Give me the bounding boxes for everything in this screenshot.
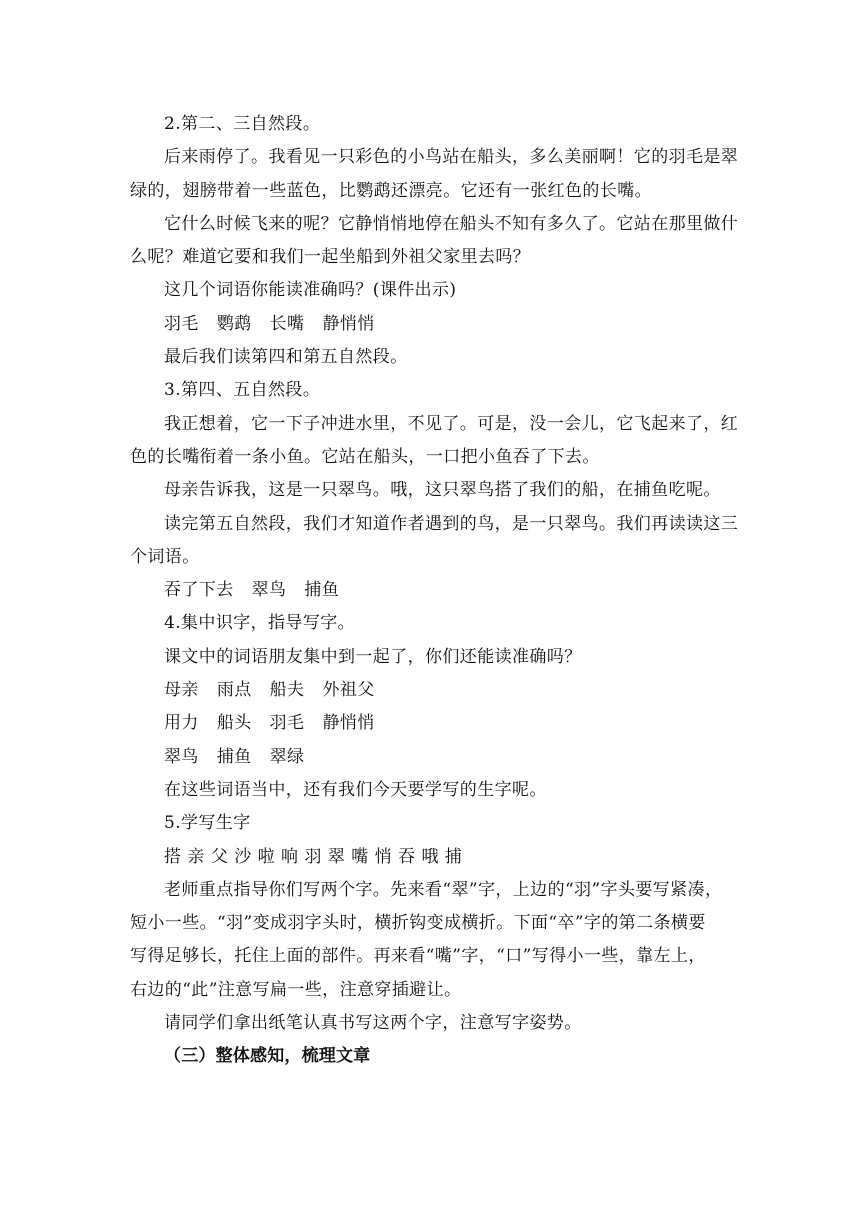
paragraph-5-text: 母亲告诉我，这是一只翠鸟。哦，这只翠鸟搭了我们的船，在捕鱼吃呢。 [164,480,721,501]
instruction-text: 课文中的词语朋友集中到一起了，你们还能读准确吗？ [164,646,582,667]
paragraph-4-text [130,408,739,475]
word-row-2 [164,574,734,607]
instruction-text: 请同学们拿出纸笔认真书写这两个字，注意写字姿势。 [164,1013,582,1034]
text-line: 它什么时候飞来的呢？它静悄悄地停在船头不知有多久了。它站在那里做什 [164,213,739,234]
char: 哦 [421,846,439,867]
instruction-paragraph [130,508,739,575]
char: 父 [210,846,229,867]
section-heading-4: 4.集中识字，指导写字。 [164,613,356,634]
word-row-5 [164,741,734,774]
word: 鹦鹉 [216,313,252,334]
word: 翠鸟 [251,580,287,601]
word: 捕鱼 [304,580,340,601]
text-line: 绿的，翅膀带着一些蓝色，比鹦鹉还漂亮。它还有一张红色的长嘴。 [130,180,652,201]
word-row-1 [164,308,734,341]
text-line: 我正想着，它一下子冲进水里，不见了。可是，没一会儿，它飞起来了，红 [164,413,739,434]
char: 嘴 [351,846,369,867]
section-heading-2: 2.第二、三自然段。 [164,114,321,134]
word: 羽毛 [164,313,199,334]
text-line: 后来雨停了。我看见一只彩色的小鸟站在船头，多么美丽啊！它的羽毛是翠 [164,147,739,168]
text-line: 色的长嘴衔着一条小鱼。它站在船头，一口把小鱼吞了下去。 [130,446,600,467]
text-line: 老师重点指导你们写两个字。先来看“翠”字，上边的“羽”字头要写紧凑， [164,879,723,900]
word: 船夫 [269,680,305,701]
text-line: 写得足够长，托住上面的部件。再来看“嘴”字，“口”写得小一些，靠左上， [130,946,706,967]
paragraph-2-text [130,141,739,208]
word: 静悄悄 [322,713,375,734]
char: 羽 [304,846,322,867]
text-line: 么呢？难道它要和我们一起坐船到外祖父家里去吗？ [130,247,531,268]
char: 翠 [327,846,346,867]
paragraph-3-text [130,208,739,275]
text-line: 个词语。 [130,546,200,567]
document-page [130,108,739,1074]
char: 沙 [234,846,252,867]
section-heading-5: 5.学写生字 [164,813,251,834]
character-list [164,841,734,874]
char: 搭 [164,846,182,867]
word: 翠绿 [269,746,305,767]
char: 吞 [398,846,416,867]
char: 悄 [374,846,393,867]
text-line: 右边的“此”注意写扁一些，注意穿插避让。 [130,979,462,1000]
char: 啦 [257,846,276,867]
word: 雨点 [216,680,252,701]
word-row-4 [164,707,734,740]
word: 吞了下去 [164,580,234,601]
word: 用力 [164,713,199,734]
word: 外祖父 [322,680,375,701]
word: 捕鱼 [216,746,252,767]
word: 母亲 [164,680,199,701]
section-heading-3: 3.第四、五自然段。 [164,380,321,401]
char: 捕 [444,846,463,867]
text-line: 短小一些。“羽”变成羽字头时，横折钩变成横折。下面“卒”字的第二条横要 [130,913,706,934]
instruction-text: 最后我们读第四和第五自然段。 [164,347,408,368]
section-heading-overall: （三）整体感知，梳理文章 [164,1046,371,1067]
word: 翠鸟 [164,746,199,767]
instruction-text: 这几个词语你能读准确吗？(课件出示) [164,280,457,301]
word: 船头 [216,713,252,734]
text-line: 读完第五自然段，我们才知道作者遇到的鸟，是一只翠鸟。我们再读读这三 [164,513,739,534]
char: 响 [281,846,299,867]
word: 长嘴 [269,313,305,334]
word: 静悄悄 [322,313,375,334]
writing-guidance-paragraph [130,874,734,1007]
char: 亲 [187,846,205,867]
word-row-3 [164,674,734,707]
instruction-text: 在这些词语当中，还有我们今天要学写的生字呢。 [164,779,547,800]
word: 羽毛 [269,713,305,734]
